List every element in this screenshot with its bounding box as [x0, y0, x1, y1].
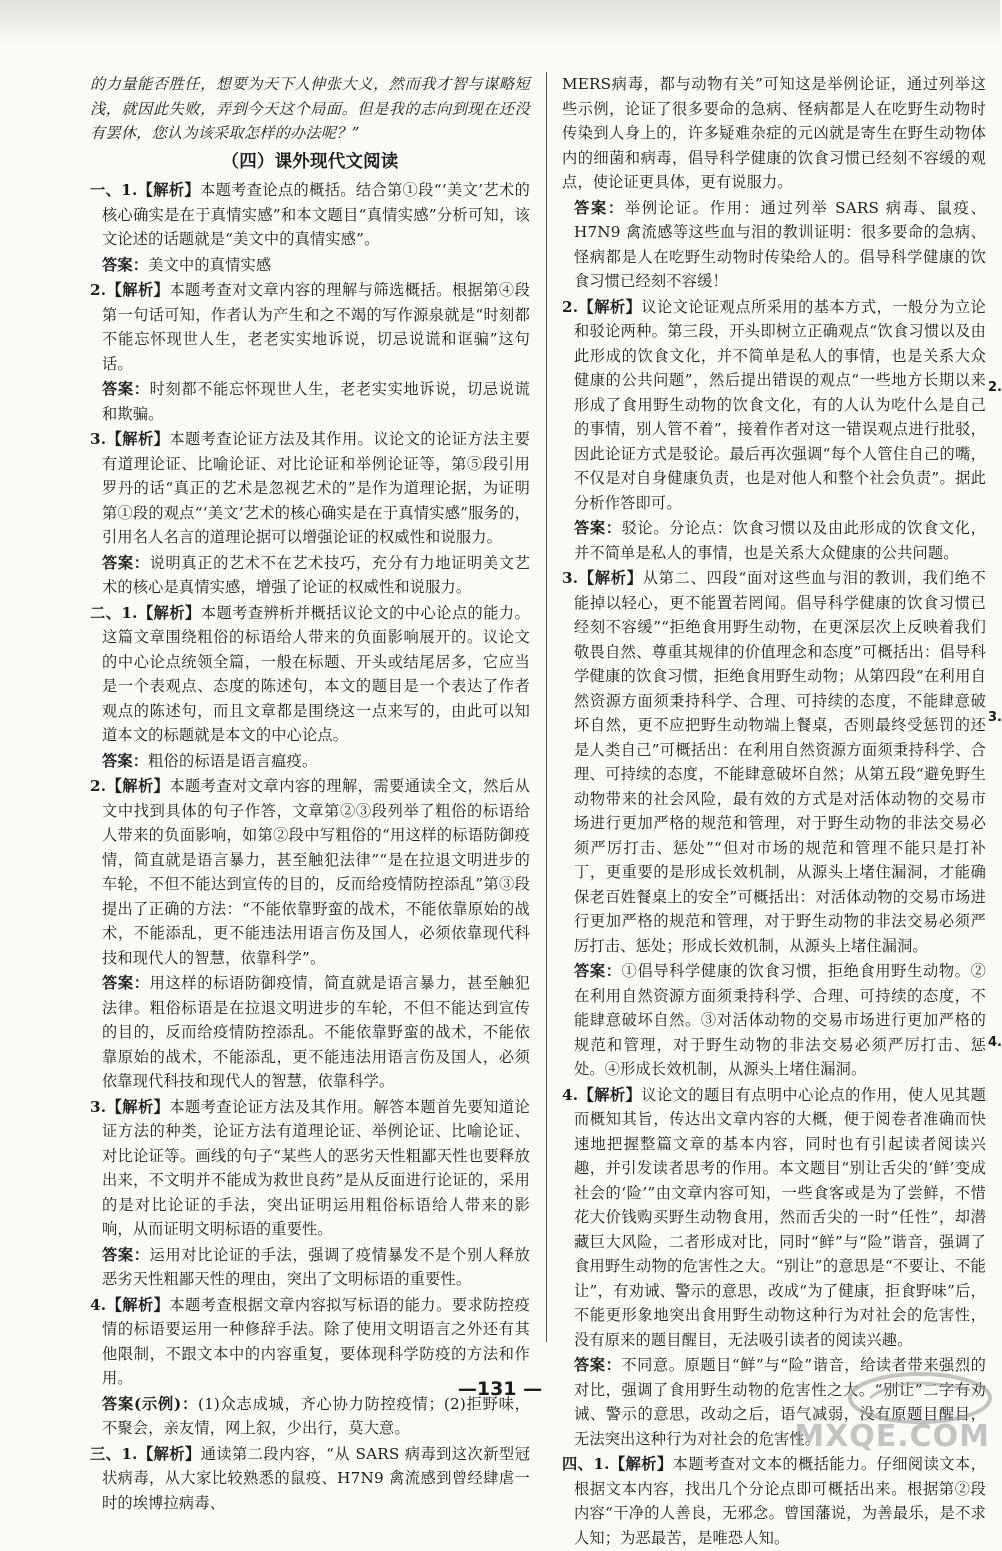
- paragraph-text: 时刻都不能忘怀现世人生，老老实实地诉说，切忌说谎和欺骗。: [102, 380, 530, 423]
- paragraph-text: 本题考查辨析并概括议论文的中心论点的能力。这篇文章围绕粗俗的标语给人带来的负面影响展开的。议论文的中心论点统领全篇，一般在标题、开头或结尾居多，它应当是一个表观点、态度的陈述句，本文的题目是一个表达了作者观点的陈述句，而且文章都是围绕这一点来写的，由此可以知道本文的标题就是本文的中心论点。: [102, 603, 531, 744]
- answer-paragraph: [90, 253, 530, 278]
- analysis-paragraph: [562, 72, 986, 195]
- paragraph-text: 运用对比论证的手法，强调了疫情暴发不是个别人释放恶劣天性粗鄙天性的理由，突出了文明标语的重要性。: [102, 1245, 530, 1288]
- answer-label: 答案：: [102, 380, 150, 398]
- paragraph-text: 本题考查对文章内容的理解与筛选概括。根据第④段第一句话可知，作者认为产生和之不竭的写作源泉就是“时刻都不能忘怀现世人生，老老实实地诉说，切忌说谎和诓骗”这句话。: [102, 281, 530, 373]
- paragraph-text: 议论文论证观点所采用的基本方式，一般分为立论和驳论两种。第三段，开头即树立正确观点“饮食习惯以及由此形成的饮食文化，并不简单是私人的事情，也是关系大众健康的公共问题”，然后提出错误的观点“一些地方长期以来形成了食用野生动物的饮食文化，有的人认为吃什么是自己的事情，别人管不着”，接着作者对这一错误观点进行批驳，因此论证方式是驳论。最后再次强调“每个人管住自己的嘴，不仅是对自身健康负责，也是对他人和整个社会负责”。据此分析作答即可。: [574, 297, 986, 512]
- analysis-tag: 【解析】: [137, 181, 200, 199]
- paragraph-text: 本题考查对文本的概括能力。仔细阅读文本，根据文本内容，找出几个分论点即可概括出来。根据第②段内容“干净的人善良，无邪念。曾国藩说，为善最乐，是不求人知；为恶最苦，是唯恐人知。: [574, 1455, 987, 1547]
- answer-paragraph: [562, 196, 986, 294]
- paragraph-text: (1)众志成城，齐心协力防控疫情；(2)拒野味，不聚会，亲友情，网上叙，少出行，莫大意。: [102, 1394, 530, 1437]
- answer-paragraph: [90, 749, 530, 774]
- answer-paragraph: [562, 959, 986, 1082]
- scan-edge-shadow: [0, 0, 1000, 44]
- answer-label: 答案：: [102, 974, 150, 992]
- analysis-paragraph: [90, 427, 530, 550]
- question-number: 2.: [90, 281, 107, 299]
- question-number: 4.: [562, 1085, 579, 1104]
- answer-label: 答案：: [574, 1356, 622, 1374]
- question-number: 一、1.: [90, 181, 138, 199]
- paragraph-text: 本题考查论证方法及其作用。解答本题首先要知道论证方法的种类，论证方法有道理论证、举例论证、比喻论证、对比论证等。画线的句子“某些人的恶劣天性粗鄙天性也要释放出来，不文明并不能成为救世良药”是从反面进行论证的，采用的是对比论证的手法，突出证明运用粗俗标语给人带来的影响，从而证明文明标语的重要性。: [102, 1097, 530, 1238]
- analysis-paragraph: [562, 1452, 986, 1550]
- paragraph-text: 说明真正的艺术不在艺术技巧，充分有力地证明美文艺术的核心是真情实感，增强了论证的权威性和说服力。: [102, 553, 530, 596]
- question-number: 3.: [562, 569, 579, 587]
- analysis-paragraph: [562, 566, 986, 958]
- margin-mark: 2.: [988, 380, 1002, 395]
- analysis-tag: 【解析】: [106, 777, 170, 795]
- analysis-tag: 【解析】: [106, 281, 170, 299]
- paragraph-text: ①倡导科学健康的饮食习惯，拒绝食用野生动物。②在利用自然资源方面须秉持科学、合理、可持续的态度，不能肆意破坏自然。③对活体动物的交易市场进行更加严格的规范和管理，对于野生动物的非法交易必须严厉打击、惩处。④形成长效机制，从源头上堵住漏洞。: [574, 962, 986, 1078]
- answer-label: 答案：: [102, 553, 150, 572]
- answer-paragraph: [562, 516, 986, 565]
- analysis-paragraph: [90, 1442, 530, 1516]
- paragraph-text: 本题考查根据文章内容拟写标语的能力。要求防控疫情的标语要运用一种修辞手法。除了使用文明语言之外还有其他限制，不跟文本中的内容重复，要体现科学防疫的方法和作用。: [102, 1295, 530, 1387]
- analysis-tag: 【解析】: [106, 1097, 170, 1116]
- carryover-fragment: 的力量能否胜任，想要为天下人伸张大义，然而我才智与谋略短浅，就因此失败，弄到今天这个局面。但是我的志向到现在还没有罢休，您认为该采取怎样的办法呢？”: [90, 75, 530, 142]
- question-number: 2.: [90, 777, 107, 795]
- question-number: 3.: [90, 1097, 107, 1116]
- right-paragraph-list: [562, 72, 986, 1550]
- question-number: 4.: [90, 1295, 107, 1314]
- answer-paragraph: [90, 551, 530, 600]
- answer-paragraph: [90, 971, 530, 1094]
- column-divider: [546, 72, 547, 1342]
- analysis-paragraph: [90, 774, 530, 970]
- analysis-tag: 【解析】: [137, 1444, 201, 1463]
- answer-label: 答案：: [574, 519, 622, 537]
- analysis-tag: 【解析】: [609, 1455, 673, 1473]
- analysis-tag: 【解析】: [578, 297, 642, 316]
- margin-mark: 3.: [988, 710, 1002, 725]
- analysis-paragraph: [90, 278, 530, 376]
- answer-paragraph: [90, 1243, 530, 1292]
- analysis-paragraph: [562, 295, 986, 516]
- left-paragraph-list: [90, 178, 530, 1515]
- answer-label: 答案(示例)：: [102, 1394, 198, 1413]
- right-column: [562, 72, 986, 1551]
- paragraph-text: 本题考查对文章内容的理解，需要通读全文，然后从文中找到具体的句子作答，文章第②③段列举了粗俗的标语给人带来的负面影响，如第②段中写粗俗的“用这样的标语防御疫情，简直就是语言暴力，甚至触犯法律”“是在拉退文明进步的车轮，不但不能达到宣传的目的，反而给疫情防控添乱”第③段提出了正确的方法：“不能依靠野蛮的战术，不能依靠原始的战术，不能添乱，更不能违法用语言伤及国人，必须依靠现代科技和现代人的智慧，依靠科学”。: [102, 777, 530, 967]
- question-number: 三、1.: [90, 1444, 138, 1463]
- page-number: —131 —: [457, 1378, 543, 1400]
- analysis-paragraph: [562, 1083, 986, 1353]
- paragraph-text: 不同意。原题目“鲜”与“险”谐音，给读者带来强烈的对比，强调了食用野生动物的危害性之大。“别让”二字有劝诫、警示的意思，改动之后，语气减弱，没有原题目醒目，无法突出这种行为对社会的危害性。: [574, 1356, 986, 1448]
- question-number: 3.: [90, 430, 107, 448]
- question-number: 二、1.: [90, 603, 138, 622]
- analysis-paragraph: [90, 1095, 530, 1242]
- site-watermark: [794, 1368, 996, 1458]
- watermark-text: MXQE.COM: [794, 1419, 990, 1454]
- paragraph-text: MERS病毒，都与动物有关”可知这是举例论证，通过列举这些示例，论证了很多要命的急病、怪病都是人在吃野生动物时传染到人身上的，许多疑难杂症的元凶就是寄生在野生动物体内的细菌和病毒，倡导科学健康的饮食习惯已经刻不容缓的观点，使论证更具体，更有说服力。: [562, 75, 986, 191]
- analysis-tag: 【解析】: [578, 1085, 642, 1104]
- paragraph-text: 粗俗的标语是语言瘟疫。: [148, 751, 318, 770]
- section-title: （四）课外现代文阅读: [221, 151, 399, 172]
- margin-mark: 4.: [988, 1035, 1002, 1050]
- paragraph-text: 驳论。分论点：饮食习惯以及由此形成的饮食文化，并不简单是私人的事情，也是关系大众健康的公共问题。: [574, 519, 986, 562]
- analysis-tag: 【解析】: [106, 1295, 170, 1314]
- paragraph-text: 用这样的标语防御疫情，简直就是语言暴力，甚至触犯法律。粗俗标语是在拉退文明进步的车轮，不但不能达到宣传的目的，反而给疫情防控添乱。不能依靠野蛮的战术，不能依靠原始的战术，不能添乱，更不能违法用语言伤及国人，必须依靠现代科技和现代人的智慧，依靠科学。: [102, 974, 530, 1090]
- answer-label: 答案：: [574, 962, 622, 980]
- paragraph-text: 通读第二段内容，“从 SARS 病毒到这次新型冠状病毒，从大家比较熟悉的鼠疫、H7N9 禽流感到曾经肆虐一时的埃博拉病毒、: [102, 1444, 530, 1512]
- answer-label: 答案：: [102, 1245, 150, 1264]
- paragraph-text: 议论文的题目有点明中心论点的作用，使人见其题而概知其旨，传达出文章内容的大概，便于阅卷者准确而快速地把握整篇文章的基本内容，同时也有引起读者阅读兴趣，并引发读者思考的作用。本文题目“别让舌尖的‘鲜’变成社会的‘险’”由文章内容可知，一些食客或是为了尝鲜，不惜花大价钱购买野生动物食用，然而舌尖的一时“任性”，却潜藏巨大风险，二者形成对比，同时“鲜”与“险”谐音，强调了食用野生动物的危害性之大。“别让”的意思是“不要让、不能让”，有劝诫、警示的意思，改成“为了健康，拒食野味”后，不能更形象地突出食用野生动物这种行为对社会的危害性，没有原来的题目醒目，无法吸引读者的阅读兴趣。: [574, 1085, 986, 1349]
- answer-paragraph: [90, 377, 530, 426]
- analysis-tag: 【解析】: [578, 569, 643, 587]
- analysis-paragraph: [90, 178, 530, 252]
- paragraph-text: 美文中的真情实感: [148, 255, 272, 274]
- paragraph-text: 本题考查论证方法及其作用。议论文的论证方法主要有道理论证、比喻论证、对比论证和举例论证等，第⑤段引用罗丹的话“真正的艺术是忽视艺术的”是作为道理论据，为证明第①段的观点“‘美文’艺术的核心确实是在于真情实感”服务的，引用名人名言的道理论据可以增强论证的权威性和说服力。: [102, 430, 530, 546]
- answer-label: 答案：: [574, 198, 625, 217]
- answer-label: 答案：: [102, 255, 149, 274]
- paragraph-text: 举例论证。作用：通过列举 SARS 病毒、鼠疫、H7N9 禽流感等这些血与泪的教训证明：很多要命的急病、怪病都是人在吃野生动物时传染给人的。倡导科学健康的饮食习惯已经刻不容缓！: [574, 198, 986, 290]
- analysis-tag: 【解析】: [106, 430, 170, 448]
- analysis-paragraph: [90, 601, 530, 748]
- analysis-paragraph: [90, 1293, 530, 1391]
- left-column: [90, 72, 530, 1516]
- paragraph-text: 从第二、四段“面对这些血与泪的教训，我们绝不能掉以轻心，更不能置若罔闻。倡导科学健康的饮食习惯已经刻不容缓”“拒绝食用野生动物，在更深层次上反映着我们敬畏自然、尊重其规律的价值理念和态度”可概括出：倡导科学健康的饮食习惯，拒绝食用野生动物；从第四段“在利用自然资源方面须秉持科学、合理、可持续的态度，不能肆意破坏自然，更不应把野生动物端上餐桌，否则最终受惩罚的还是人类自己”可概括出：在利用自然资源方面须秉持科学、合理、可持续的态度，不能肆意破坏自然；从第五段“避免野生动物带来的社会风险，最有效的方式是对活体动物的交易市场进行更加严格的规范和管理，对于野生动物的非法交易必须严厉打击、惩处”“但对市场的规范和管理不能只是打补丁，更重要的是形成长效机制，从源头上堵住漏洞，才能确保老百姓餐桌上的安全”可概括出：对活体动物的交易市场进行更加严格的规范和管理，对于野生动物的非法交易必须严厉打击、惩处；形成长效机制，从源头上堵住漏洞。: [574, 569, 986, 955]
- answer-label: 答案：: [102, 751, 149, 770]
- question-number: 四、1.: [562, 1455, 610, 1473]
- analysis-tag: 【解析】: [137, 603, 201, 622]
- paragraph-text: 本题考查论点的概括。结合第①段“‘美文’艺术的核心确实是在于真情实感”和本文题目“真情实感”分析可知，该文论述的话题就是“美文中的真情实感”。: [102, 181, 530, 248]
- question-number: 2.: [562, 297, 579, 316]
